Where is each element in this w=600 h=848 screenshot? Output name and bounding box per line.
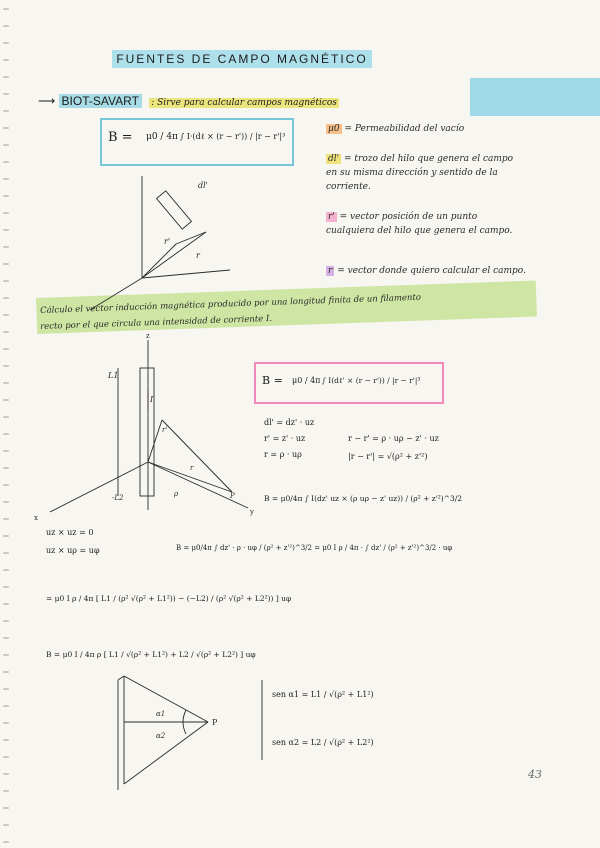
step-b-simplified: B = μ0/4π ∫ dz' · ρ · uφ / (ρ² + z'²)^3/2 = μ0 I ρ / 4π · ∫ dz' / (ρ² + z'²)^3/2 · uφ bbox=[176, 544, 453, 552]
label-alpha2: α2 bbox=[156, 732, 166, 740]
step-dl: dl' = dz' · uz bbox=[264, 418, 315, 427]
green-note-line1: Cálculo el vector inducción magnética producido por una longitud finita de un filamento bbox=[40, 292, 422, 316]
page-title: FUENTES DE CAMPO MAGNÉTICO bbox=[112, 50, 372, 68]
boxed-formula-fraction: μ0 / 4π bbox=[292, 376, 321, 385]
label-L1: L1 bbox=[108, 371, 119, 380]
label-rprime-sketch: r' bbox=[164, 237, 171, 246]
boxed-formula-lhs: B = bbox=[262, 374, 283, 387]
section-name: BIOT-SAVART bbox=[59, 94, 142, 108]
page-number: 43 bbox=[528, 768, 542, 781]
label-L2: -L2 bbox=[112, 494, 124, 502]
step-sin-alpha2: sen α2 = L2 / √(ρ² + L2²) bbox=[272, 738, 374, 747]
label-dl: dl' bbox=[198, 181, 208, 190]
definition-mu0-text: = Permeabilidad del vacío bbox=[344, 124, 465, 134]
step-uz-cross-urho: uz × uρ = uφ bbox=[46, 546, 100, 555]
section-description: : Sirve para calcular campos magnéticos bbox=[151, 98, 337, 108]
step-magnitude: |r − r'| = √(ρ² + z'²) bbox=[348, 452, 428, 461]
step-r: r = ρ · uρ bbox=[264, 450, 302, 459]
main-formula-fraction: μ0 / 4π bbox=[146, 132, 178, 142]
step-b-final: B = μ0 I / 4π ρ [ L1 / √(ρ² + L1²) + L2 / √(ρ² + L2²) ] uφ bbox=[46, 650, 256, 659]
boxed-formula-integral: ∫ I(dℓ' × (r − r')) / |r − r'|³ bbox=[322, 376, 421, 385]
finite-wire-diagram bbox=[50, 340, 248, 512]
label-rprime: r' bbox=[162, 426, 168, 434]
step-rprime: r' = z' · uz bbox=[264, 434, 306, 443]
step-b-integral: B = μ0/4π ∫ I(dz' uz × (ρ uρ − z' uz)) / (ρ² + z'²)^3/2 bbox=[264, 494, 463, 503]
biot-savart-sketch bbox=[90, 176, 230, 310]
definition-mu0-symbol: μ0 bbox=[328, 124, 340, 134]
label-x: x bbox=[34, 514, 38, 522]
label-r: r bbox=[190, 464, 194, 472]
step-b-evaluated: = μ0 I ρ / 4π [ L1 / (ρ² √(ρ² + L1²)) − (−L2) / (ρ² √(ρ² + L2²)) ] uφ bbox=[46, 594, 292, 603]
arrow-icon: ⟶ bbox=[38, 94, 56, 108]
definition-dl-text: = trozo del hilo que genera el campo en su misma dirección y sentido de la corriente. bbox=[326, 154, 514, 192]
label-rho: ρ bbox=[174, 490, 179, 498]
label-r-sketch: r bbox=[196, 251, 200, 260]
label-P: P bbox=[230, 492, 235, 500]
step-r-minus-rprime: r − r' = ρ · uρ − z' · uz bbox=[348, 434, 439, 443]
label-P-angle: P bbox=[212, 718, 218, 727]
label-I: I bbox=[150, 395, 154, 404]
definition-dl-symbol: dl' bbox=[328, 154, 340, 164]
step-sin-alpha1: sen α1 = L1 / √(ρ² + L1²) bbox=[272, 690, 374, 699]
definition-r-symbol: r bbox=[328, 266, 333, 276]
label-y: y bbox=[250, 508, 254, 516]
step-uz-cross-uz: uz × uz = 0 bbox=[46, 528, 94, 537]
label-z: z bbox=[146, 332, 150, 340]
green-note-line2: recto por el que circula una intensidad de corriente I. bbox=[40, 313, 273, 332]
main-formula-lhs: B = bbox=[108, 130, 133, 145]
definition-rprime-text: = vector posición de un punto cualquiera del hilo que genera el campo. bbox=[326, 212, 513, 236]
main-formula-integral: ∫ I·(dℓ × (r − r')) / |r − r'|³ bbox=[180, 132, 286, 141]
label-alpha1: α1 bbox=[156, 710, 166, 718]
definition-rprime-symbol: r' bbox=[328, 212, 335, 222]
definition-r-text: = vector donde quiero calcular el campo. bbox=[337, 266, 526, 276]
angle-diagram bbox=[118, 676, 262, 790]
